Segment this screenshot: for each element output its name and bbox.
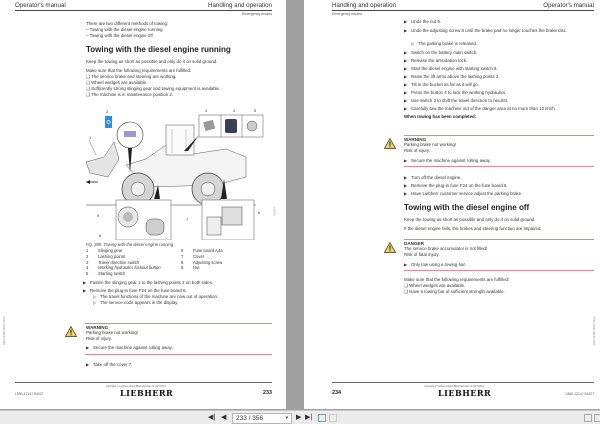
last-page-icon[interactable]: ▶| [305, 414, 313, 421]
requirement-item: ❑ The machine is in maintenance position 2. [86, 92, 174, 97]
page-number: 234 [332, 390, 341, 396]
danger-line: Risk of fatal injury. [404, 252, 440, 257]
section-heading: Towing with the diesel engine running [86, 45, 231, 54]
figure-legend-left [86, 248, 161, 277]
danger-triangle-icon [384, 242, 396, 253]
danger-line: The service brake accumulator is not filled! [404, 246, 488, 251]
step-item: ▶ Take off the cover 7. [86, 362, 133, 367]
figure-caption: Fig. 385: Towing with the diesel engine running [86, 242, 174, 247]
page-number-input[interactable]: 233 / 356 ▾ [232, 413, 292, 424]
legend-item: 9 Nut [181, 265, 200, 271]
prev-page-icon[interactable]: ◀ [221, 414, 227, 421]
step-item: ▶ Have Liebherr customer service adjust the parking brake. [404, 191, 523, 196]
fail-text: If the diesel engine fails, the brakes and steering function are impaired. [404, 226, 542, 231]
section-heading: Towing with the diesel engine off [404, 203, 530, 212]
legend-item: 2 Lashing points [86, 253, 126, 259]
step-item: ▶ Carefully tow the machine out of the danger area at no more than 10 km/h. [404, 106, 556, 111]
section-label: Emergency modes [332, 12, 362, 16]
requirement-item: ❑ Sufficiently strong slinging gear and towing equipment is available. [86, 86, 221, 91]
intro-text: There are two different methods of towing: [86, 21, 169, 26]
legend-item: 8 Adjusting screw [181, 259, 223, 265]
legend-item: 5 Starting switch [86, 271, 126, 277]
warning-title: WARNING [86, 325, 109, 330]
result-item: ▷ The service code appears in the display. [93, 300, 179, 305]
completed-label: When towing has been completed: [404, 114, 477, 119]
svg-text:9: 9 [97, 213, 100, 218]
header-rule [332, 10, 594, 11]
danger-rule-bottom [404, 270, 594, 271]
page-number: 233 [263, 390, 272, 396]
method-item: – Towing with the diesel engine off [86, 33, 153, 38]
svg-text:1: 1 [89, 135, 92, 140]
warning-title: WARNING [404, 137, 427, 142]
side-code: LBH/13486-0000-02/en [2, 315, 6, 345]
next-page-icon[interactable]: ▶ [296, 414, 302, 421]
header-chapter: Handling and operation [208, 2, 272, 9]
first-page-icon[interactable]: ◀| [208, 414, 216, 421]
warning-rule-top [85, 323, 272, 324]
page-navigation-toolbar [0, 410, 600, 424]
danger-title: DANGER [404, 241, 424, 246]
step-item: ▶ Remove the plug-in fuse F24 on the fuse board 6. [404, 183, 508, 188]
svg-text:4: 4 [233, 108, 236, 113]
warning-line: Risk of injury. [86, 336, 113, 341]
figure-legend-right [181, 248, 223, 271]
requirement-item: ❑ Wheel wedges are available. [404, 283, 466, 288]
method-item: – Towing with the diesel engine running [86, 27, 163, 32]
requirements-intro: Make sure that the following requirements are fulfilled: [404, 277, 510, 282]
legend-item: 7 Cover [181, 253, 205, 259]
warning-triangle-icon [384, 138, 396, 149]
header-rule [15, 10, 272, 11]
step-item: ▶ Release the articulation lock. [404, 58, 468, 63]
danger-action: ▶ Only tow using a towing bar. [404, 262, 466, 267]
step-item: ▶ Press the button 4 to lock the working hydraulics. [404, 90, 507, 95]
doc-id: L550-1214 / 54427 [565, 392, 594, 396]
footer-rule [332, 382, 594, 383]
legend-item: 6 Fuse board A4a [181, 248, 223, 253]
step-item: ▶ Switch on the battery main switch. [404, 50, 478, 55]
liebherr-logo: LIEBHERR [438, 388, 492, 398]
result-item: ▷ The travel functions of the machine are now out of operation. [93, 294, 219, 299]
footer-copyright: copyright © Liebherr-Werk Bischofshofen GmbH 2016 [424, 385, 484, 388]
paste-page-icon[interactable] [329, 414, 337, 422]
result-item: ▷ The parking brake is released. [411, 41, 478, 46]
keep-text: Keep the towing as short as possible and only do it on solid ground. [86, 59, 218, 64]
copy-page-icon[interactable] [318, 414, 326, 422]
footer-copyright: copyright © Liebherr-Werk Bischofshofen GmbH 2016 [106, 385, 166, 388]
step-item: ▶ Fasten the slinging gear 1 to the lashing points 2 on both sides. [83, 280, 214, 285]
warning-triangle-icon [65, 326, 77, 337]
two-page-view-icon[interactable] [594, 414, 600, 422]
requirement-item: ❑ The service brake and steering are working. [86, 74, 177, 79]
section-label: Emergency modes [242, 12, 272, 16]
danger-rule-top [404, 239, 594, 240]
legend-item: 3 Travel direction switch [86, 259, 140, 265]
step-item: ▶ Remove the plug-in fuse F24 on the fuse board 6. [83, 288, 187, 293]
warning-line: Parking brake not working! [404, 142, 456, 147]
figure-code: 005419 [274, 207, 277, 216]
step-item: ▶ Undo the adjusting screw 8 until the brake pad no longer touches the brake disc. [404, 28, 568, 33]
chevron-down-icon[interactable]: ▾ [285, 414, 288, 421]
warning-line: Risk of injury. [404, 148, 431, 153]
footer-rule [15, 382, 272, 383]
step-item: ▶ Turn off the diesel engine. [404, 175, 462, 180]
page-234 [304, 0, 600, 409]
header-manual-title: Operator's manual [543, 2, 594, 9]
towing-figure [86, 107, 277, 240]
step-item: ▶ Undo the nut 9. [404, 19, 442, 24]
step-item: ▶ Tilt in the bucket as far as it will go. [404, 82, 479, 87]
requirement-item: ❑ Wheel wedges are available. [86, 80, 148, 85]
svg-text:2: 2 [106, 109, 109, 114]
liebherr-logo: LIEBHERR [120, 388, 174, 398]
keep-text: Keep the towing as short as possible and only do it on solid ground. [404, 217, 536, 222]
header-chapter: Handling and operation [332, 2, 396, 9]
legend-item: 4 Working hydraulics lockout button [86, 265, 161, 271]
warning-action: ▶ Secure the machine against rolling away. [404, 158, 491, 163]
warning-action: ▶ Secure the machine against rolling away. [86, 345, 173, 350]
requirements-intro: Make sure that the following requirements are fulfilled: [86, 68, 192, 73]
step-item: ▶ Start the diesel engine with starting switch 5. [404, 66, 498, 71]
warning-line: Parking brake not working! [86, 330, 138, 335]
svg-text:3: 3 [205, 108, 208, 113]
legend-item: 1 Slinging gear [86, 248, 123, 253]
requirement-item: ❑ Have a towing bar of sufficient strength available. [404, 289, 505, 294]
side-code: LBH/13486-0000-02/en [592, 315, 596, 345]
step-item: ▶ Raise the lift arms above the lashing points 2. [404, 74, 500, 79]
svg-text:5: 5 [254, 108, 257, 113]
svg-text:7: 7 [186, 217, 189, 222]
doc-id: L550-1214 / 54427 [15, 392, 44, 396]
warning-rule-bottom [404, 166, 594, 167]
warning-rule-bottom [85, 354, 272, 355]
page-233 [0, 0, 286, 409]
wheel-loader-illustration [86, 107, 272, 240]
svg-text:8: 8 [99, 233, 102, 238]
svg-text:6: 6 [258, 210, 261, 215]
step-item: ▶ Use switch 3 to shift the travel direction to neutral. [404, 98, 508, 103]
single-page-view-icon[interactable] [584, 414, 592, 422]
header-manual-title: Operator's manual [15, 2, 66, 9]
warning-rule-top [404, 135, 594, 136]
